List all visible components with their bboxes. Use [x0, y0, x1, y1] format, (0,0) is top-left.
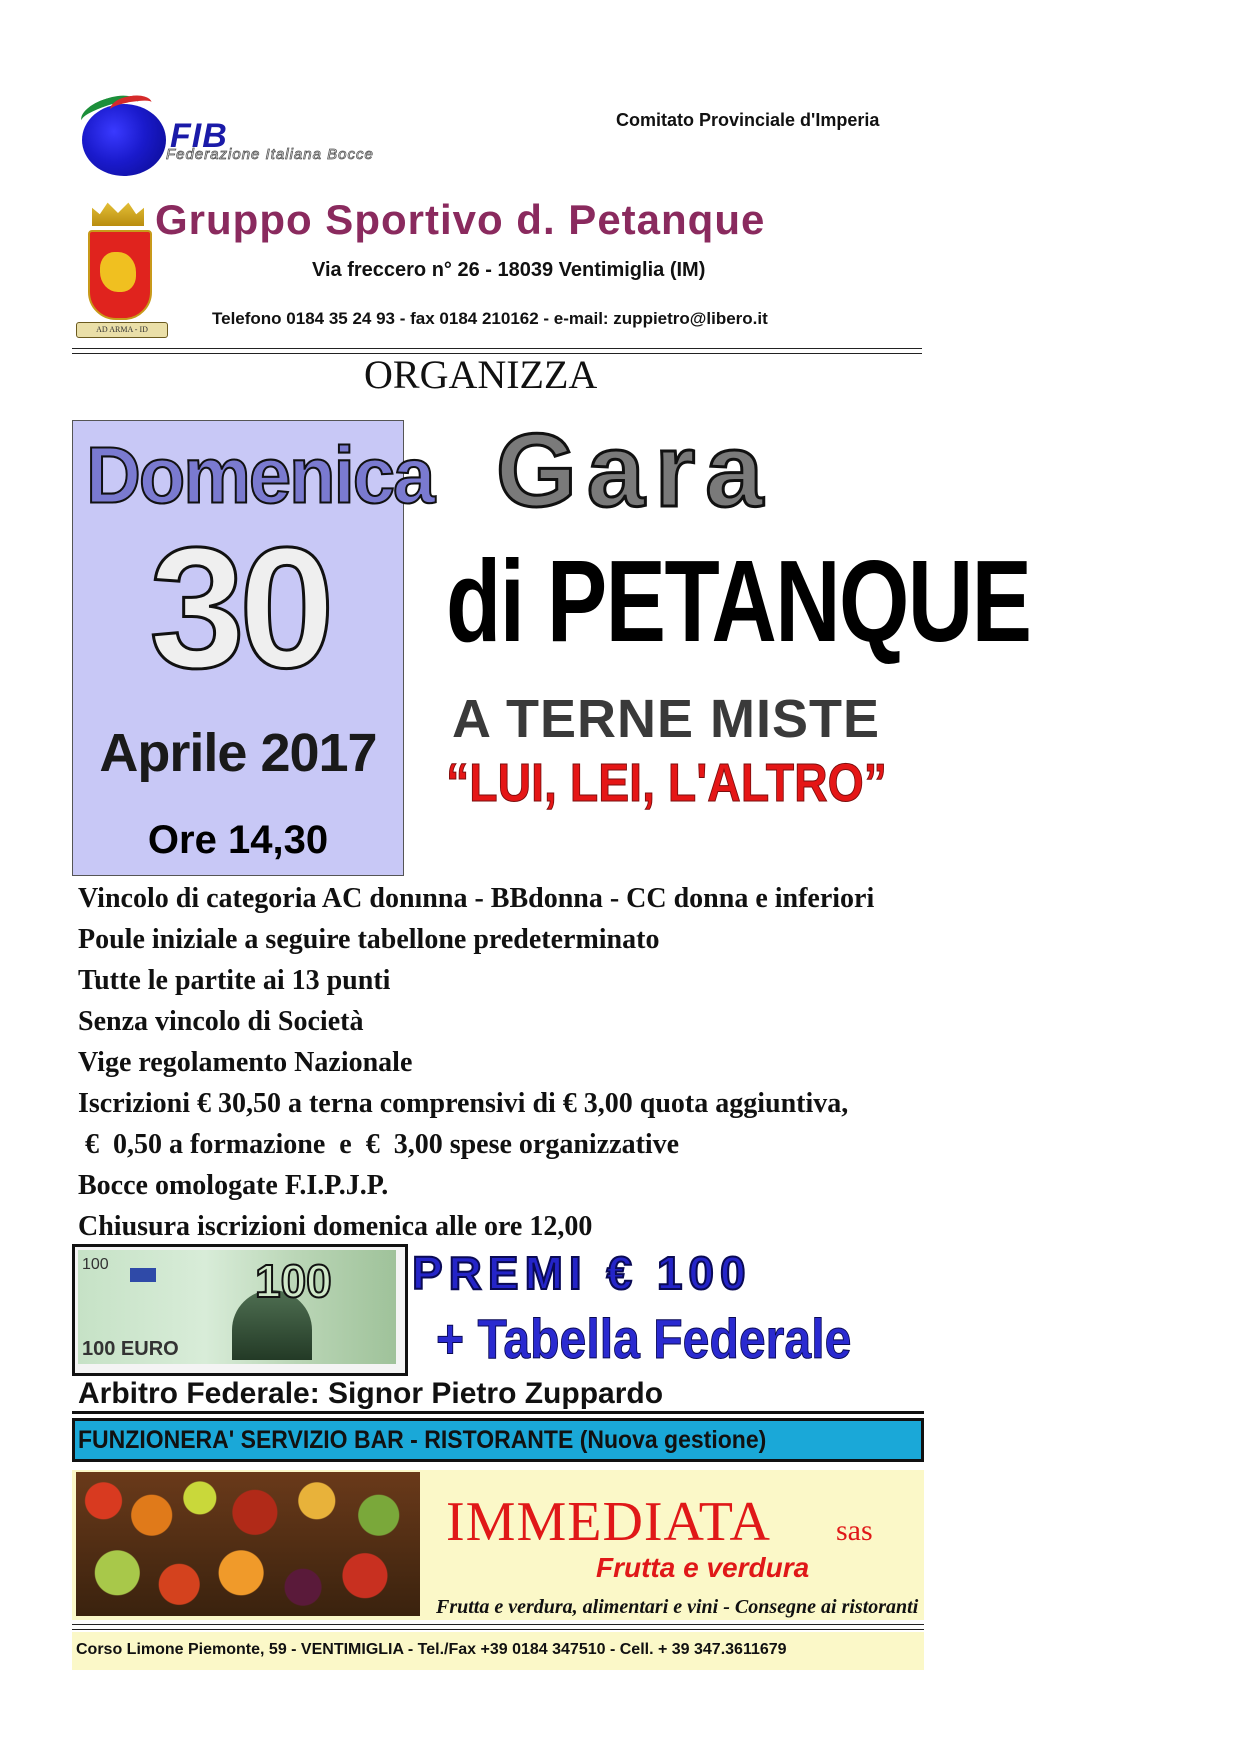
sponsor-address: Corso Limone Piemonte, 59 - VENTIMIGLIA - Tel./Fax +39 0184 347510 - Cell. + 39 347.3611679	[76, 1641, 787, 1658]
sponsor-suffix: sas	[836, 1514, 873, 1547]
banknote-value-small: 100	[82, 1256, 109, 1273]
bar-top-divider	[72, 1411, 924, 1414]
rule-line: € 0,50 a formazione e € 3,00 spese organizzative	[78, 1129, 680, 1160]
date-day-name: Domenica	[86, 430, 434, 521]
rule-line: Senza vincolo di Società	[78, 1006, 364, 1037]
comitato-label: Comitato Provinciale d'Imperia	[616, 110, 880, 130]
date-month-year: Aprile 2017	[99, 723, 377, 783]
banknote-euro-label: 100 EURO	[82, 1338, 179, 1360]
title-terne-miste: A TERNE MISTE	[452, 689, 881, 749]
prizes-amount: PREMI € 100	[412, 1247, 752, 1299]
fib-logo-subtitle: Federazione Italiana Bocce	[166, 146, 374, 163]
club-contacts: Telefono 0184 35 24 93 - fax 0184 210162 - e-mail: zuppietro@libero.it	[212, 309, 768, 328]
rule-line: Iscrizioni € 30,50 a terna comprensivi di € 3,00 quota aggiuntiva,	[78, 1088, 849, 1119]
sponsor-divider-bottom	[72, 1629, 924, 1630]
fruit-image	[76, 1472, 420, 1616]
rule-line: Tutte le partite ai 13 punti	[78, 965, 391, 996]
banknote-value-large: 100	[255, 1255, 332, 1307]
bar-notice-text: FUNZIONERA' SERVIZIO BAR - RISTORANTE (Nuova gestione)	[78, 1426, 767, 1454]
title-lui-lei-laltro: “LUI, LEI, L'ALTRO”	[446, 753, 888, 813]
fib-logo-text: FIB	[170, 117, 228, 155]
title-gara: Gara	[496, 413, 774, 529]
sponsor-divider-top	[72, 1624, 924, 1625]
club-address: Via freccero n° 26 - 18039 Ventimiglia (IM)	[312, 259, 706, 281]
rule-line: Vincolo di categoria AC donınna - BBdonna - CC donna e inferiori	[78, 883, 875, 914]
sponsor-name: IMMEDIATA	[446, 1491, 771, 1553]
date-time: Ore 14,30	[147, 818, 329, 862]
date-day-number: 30	[149, 512, 329, 704]
referee-line: Arbitro Federale: Signor Pietro Zuppardo	[78, 1377, 664, 1410]
rule-line: Chiusura iscrizioni domenica alle ore 12,00	[78, 1211, 593, 1242]
club-name: Gruppo Sportivo d. Petanque	[155, 196, 766, 243]
rule-line: Poule iniziale a seguire tabellone predeterminato	[78, 924, 660, 955]
prizes-tabella: + Tabella Federale	[436, 1307, 852, 1370]
eu-flag-icon	[130, 1268, 156, 1282]
crest-motto-ribbon: AD ARMA - ID	[76, 322, 168, 338]
crest-crown-icon	[92, 200, 144, 226]
sponsor-tagline: Frutta e verdura	[596, 1552, 810, 1583]
sponsor-description: Frutta e verdura, alimentari e vini - Consegne ai ristoranti	[436, 1596, 919, 1618]
rule-line: Vige regolamento Nazionale	[78, 1047, 413, 1078]
header-divider-top	[72, 348, 922, 349]
rules-list	[78, 878, 874, 1247]
organizza-heading: ORGANIZZA	[364, 352, 598, 397]
rule-line: Bocce omologate F.I.P.J.P.	[78, 1170, 389, 1201]
title-di-petanque: di PETANQUE	[446, 536, 1031, 666]
crest-lion-icon	[100, 252, 136, 292]
